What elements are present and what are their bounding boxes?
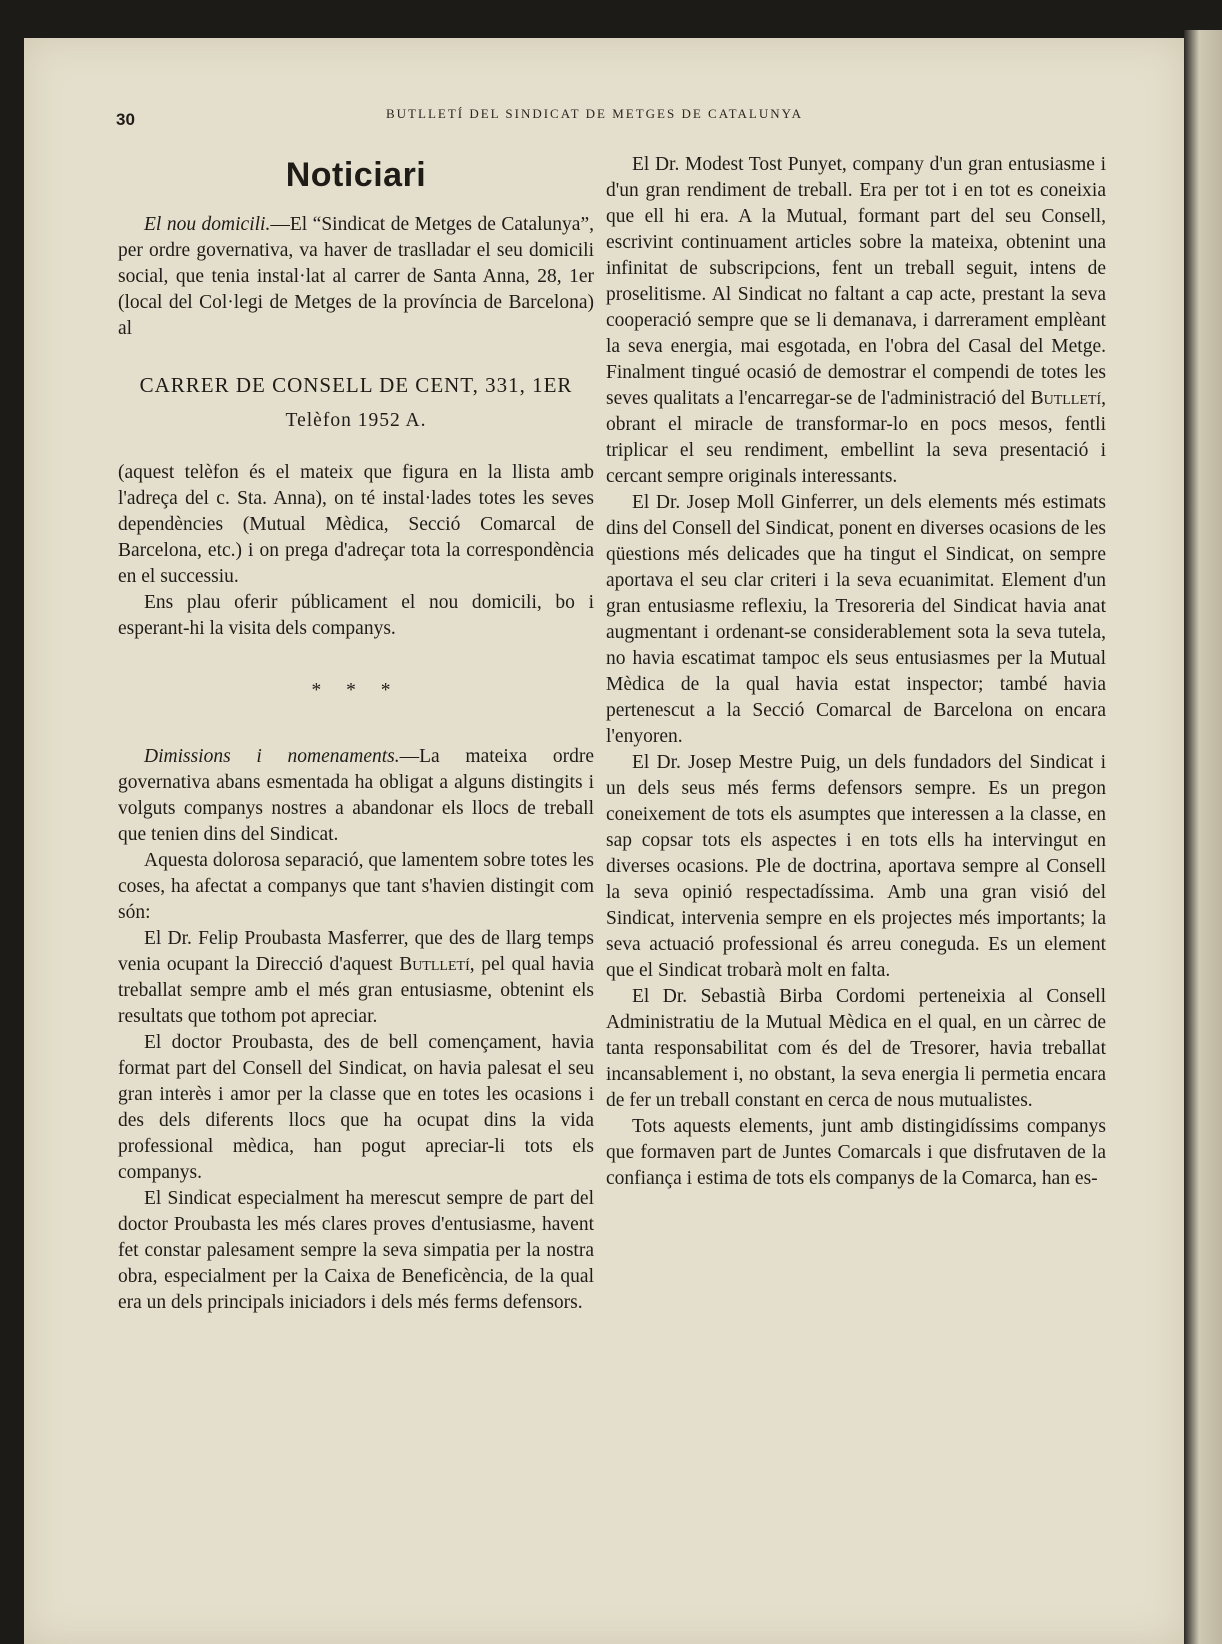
dismissals-paragraph-2: Aquesta dolorosa separació, que lamentem sobre totes les coses, ha afectat a companys que tant s'havien distingit com són: <box>118 850 594 923</box>
mestre-paragraph: El Dr. Josep Mestre Puig, un dels fundadors del Sindicat i un dels seus més ferms defensors sempre. Es un pregon coneixement de tots els asumptes que interessen a la classe, en sap copsar tots els aspectes i en tots ells ha intervingut en diverses ocasions. Ple de doctrina, aportava sempre al Consell la seva opinió respectadíssima. Amb una gran visió del Sindicat, intervenia sempre en els projectes més importants; la seva actuació professional és arreu coneguda. Es un element que el Sindicat trobarà molt en falta. <box>606 752 1106 981</box>
tost-paragraph <box>606 152 1106 490</box>
closing-paragraph: Tots aquests elements, junt amb distingidíssims companys que formaven part de Juntes Comarcals i que disfrutaven de la confiança i estima de tots els companys de la Comarca, han es- <box>606 1116 1106 1189</box>
dismissals-paragraph <box>118 744 594 848</box>
proubasta-paragraph <box>118 926 594 1030</box>
domicile-text: —El “Sindicat de Metges de Catalunya”, per ordre governativa, va haver de traslladar el seu domicili social, que tenia instal·lat al carrer de Santa Anna, 28, 1er (local del Col·legi de Metges de la província de Barcelona) al <box>118 214 594 339</box>
domicile-lead: El nou domicili. <box>144 214 271 235</box>
bulletin-name: Butlletí <box>1030 388 1102 409</box>
left-column <box>118 148 594 1316</box>
page-number: 30 <box>116 110 135 129</box>
section-separator: * * * <box>311 680 401 701</box>
new-address: CARRER DE CONSELL DE CENT, 331, 1ER <box>139 373 573 397</box>
tost-text-end: , obrant el miracle de transformar-lo en pocs mesos, fentli triplicar el seu rendiment, embellint la seva presentació i cercant sempre originals interessants. <box>606 388 1106 487</box>
phone-number: Telèfon 1952 A. <box>285 410 427 431</box>
right-column <box>606 152 1106 1192</box>
bulletin-name: Butlletí <box>399 954 470 975</box>
moll-paragraph: El Dr. Josep Moll Ginferrer, un dels elements més estimats dins del Consell del Sindicat, ponent en diverses ocasions de les qüestions més delicades que ha tingut el Sindicat, on sempre aportava el seu clar criteri i la seva ecuanimitat. Element d'un gran entusiasme reflexiu, la Tresoreria del Sindicat havia anat augmentant i ordenant-se considerablement sota la seva tutela, no havia escatimat tampoc els seus entusiasmes per la Mutual Mèdica de la qual havia estat inspector; també havia pertenescut a la Secció Comarcal de Barcelona on encara l'enyoren. <box>606 492 1106 747</box>
document-page <box>24 38 1184 1644</box>
birba-paragraph: El Dr. Sebastià Birba Cordomi perteneixia al Consell Administratiu de la Mutual Mèdica en el qual, en un càrrec de tanta responsabilitat com és del de Tresorer, havia treballat incansablement i, no obstant, la seva energia li permetia encara de fer un treball constant en cerca de nous mutualistes. <box>606 986 1106 1111</box>
section-title: Noticiari <box>285 156 427 194</box>
dismissals-lead: Dimissions i nomenaments. <box>144 746 400 767</box>
domicile-paragraph-3: Ens plau oferir públicament el nou domicili, bo i esperant-hi la visita dels companys. <box>118 592 594 639</box>
tost-text-start: El Dr. Modest Tost Punyet, company d'un gran entusiasme i d'un gran rendiment de treball. Era per tot i en tot es coneixia que ell hi era. A la Mutual, formant part del seu Consell, escrivint continuament articles sobre la mateixa, obtenint una infinitat de subscripcions, fent un treball seguit, intens de proselitisme. Al Sindicat no faltant a cap acte, prestant la seva cooperació sempre que se li demanava, i darrerament emplèant la seva energia, mai esgotada, en l'obra del Casal del Metge. Finalment tingué ocasió de demostrar el compendi de totes les seves qualitats a l'encarregar-se de l'administració del <box>606 154 1106 409</box>
proubasta-paragraph-2: El doctor Proubasta, des de bell començament, havia format part del Consell del Sindicat, on havia palesat el seu gran interès i amor per la classe que en totes les ocasions i des dels diferents llocs que ha ocupat dins la vida professional mèdica, han pogut apreciar-li tots els companys. <box>118 1032 594 1183</box>
domicile-paragraph <box>118 212 594 342</box>
book-spine-edge <box>1184 30 1222 1644</box>
proubasta-text-end: , pel qual havia treballat sempre amb el més gran entusiasme, obtenint els resultats que tothom pot apreciar. <box>118 954 594 1027</box>
dismissals-text: —La mateixa ordre governativa abans esmentada ha obligat a alguns distingits i volguts companys nostres a abandonar els llocs de treball que tenien dins del Sindicat. <box>118 746 594 845</box>
proubasta-paragraph-3: El Sindicat especialment ha merescut sempre de part del doctor Proubasta les més clares proves d'entusiasme, havent fet constar palesament sempre la seva simpatia per la nostra obra, especialment per la Caixa de Beneficència, de la qual era un dels principals iniciadors i dels més ferms defensors. <box>118 1188 594 1313</box>
running-header: BUTLLETÍ DEL SINDICAT DE METGES DE CATALUNYA <box>386 106 803 121</box>
domicile-paragraph-2: (aquest telèfon és el mateix que figura en la llista amb l'adreça del c. Sta. Anna), on té instal·lades totes les seves dependències (Mutual Mèdica, Secció Comarcal de Barcelona, etc.) i on prega d'adreçar tota la correspondència en el successiu. <box>118 462 594 587</box>
proubasta-text-start: El Dr. Felip Proubasta Masferrer, que des de llarg temps venia ocupant la Direcció d'aquest <box>118 928 594 975</box>
